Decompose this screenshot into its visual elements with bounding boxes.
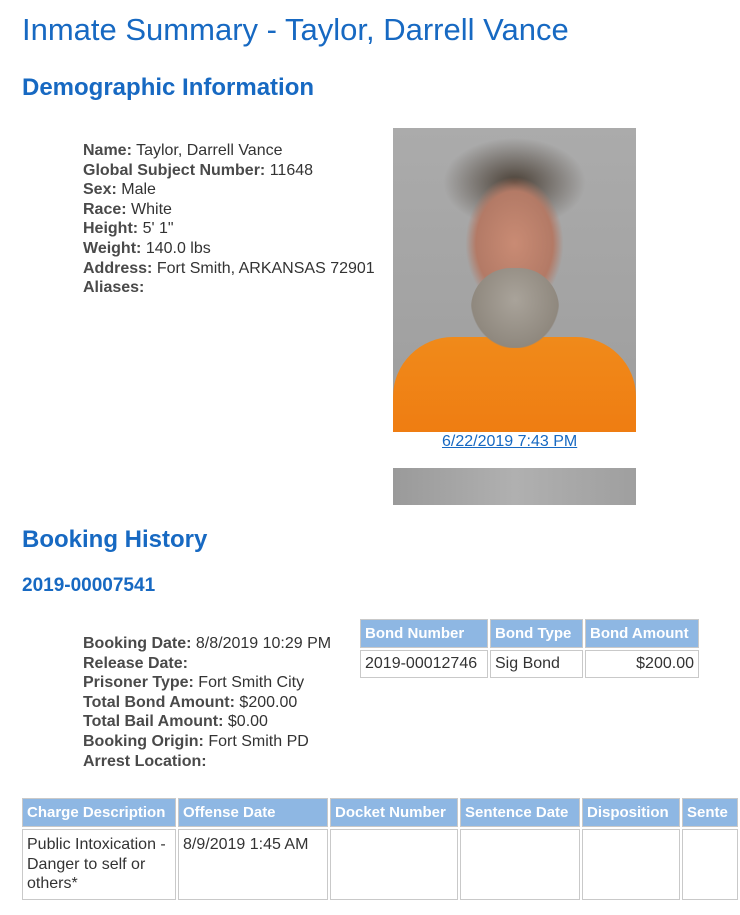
- booking-date-row: [83, 634, 331, 654]
- total-bail-row: [83, 712, 331, 732]
- height-row: [83, 219, 375, 239]
- table-row: [360, 650, 699, 678]
- sentence-cell: [682, 829, 738, 900]
- arrest-location-label: Arrest Location:: [83, 752, 207, 770]
- sex-value: Male: [121, 181, 156, 199]
- docket-number-header: Docket Number: [330, 798, 458, 827]
- mugshot-photo[interactable]: [393, 128, 636, 432]
- disposition-cell: [582, 829, 680, 900]
- release-date-row: [83, 654, 331, 674]
- booking-origin-label: Booking Origin:: [83, 732, 204, 750]
- weight-label: Weight:: [83, 239, 142, 257]
- race-row: [83, 200, 375, 220]
- total-bond-value: $200.00: [239, 693, 298, 711]
- bond-number-cell: 2019-00012746: [360, 650, 488, 678]
- prisoner-type-value: Fort Smith City: [198, 674, 305, 692]
- height-label: Height:: [83, 220, 139, 238]
- sentence-date-cell: [460, 829, 580, 900]
- address-value: Fort Smith, ARKANSAS 72901: [156, 259, 375, 277]
- aliases-label: Aliases:: [83, 279, 145, 297]
- photo-shirt: [393, 337, 636, 432]
- weight-row: [83, 239, 375, 259]
- booking-number: 2019-00007541: [22, 575, 156, 596]
- sex-label: Sex:: [83, 181, 117, 199]
- charge-description-header: Charge Description: [22, 798, 176, 827]
- demographic-info: [83, 141, 375, 298]
- bond-type-cell: Sig Bond: [490, 650, 583, 678]
- subject-number-row: [83, 161, 375, 181]
- name-value: Taylor, Darrell Vance: [136, 142, 283, 159]
- height-value: 5' 1": [142, 220, 174, 238]
- total-bond-label: Total Bond Amount:: [83, 693, 235, 711]
- arrest-location-row: [83, 752, 331, 772]
- release-date-label: Release Date:: [83, 654, 188, 672]
- booking-history-heading: Booking History: [22, 526, 208, 553]
- photo-date-link[interactable]: 6/22/2019 7:43 PM: [442, 433, 578, 450]
- address-row: [83, 259, 375, 279]
- name-label: Name:: [83, 142, 132, 159]
- booking-origin-row: [83, 732, 331, 752]
- total-bail-value: $0.00: [227, 713, 268, 731]
- sentence-date-header: Sentence Date: [460, 798, 580, 827]
- charge-description-cell: Public Intoxication - Danger to self or others*: [22, 829, 176, 900]
- second-photo-thumbnail[interactable]: [393, 468, 636, 505]
- offense-date-header: Offense Date: [178, 798, 328, 827]
- offense-date-cell: 8/9/2019 1:45 AM: [178, 829, 328, 900]
- total-bail-label: Total Bail Amount:: [83, 713, 224, 731]
- sentence-header: Sente: [682, 798, 738, 827]
- bond-amount-cell: $200.00: [585, 650, 699, 678]
- bond-number-header: Bond Number: [360, 619, 488, 648]
- sex-row: [83, 180, 375, 200]
- page-title: Inmate Summary - Taylor, Darrell Vance: [22, 12, 569, 47]
- subject-number-value: 11648: [269, 161, 314, 179]
- charge-table-header: [22, 798, 738, 827]
- subject-number-label: Global Subject Number:: [83, 161, 266, 179]
- booking-origin-value: Fort Smith PD: [208, 732, 309, 750]
- race-value: White: [131, 200, 172, 218]
- race-label: Race:: [83, 200, 127, 218]
- disposition-header: Disposition: [582, 798, 680, 827]
- bond-table-header: [360, 619, 699, 648]
- photo-beard: [471, 268, 559, 348]
- booking-date-value: 8/8/2019 10:29 PM: [195, 635, 332, 652]
- booking-date-label: Booking Date:: [83, 635, 192, 652]
- bond-type-header: Bond Type: [490, 619, 583, 648]
- booking-info: [83, 634, 331, 771]
- demographic-heading: Demographic Information: [22, 74, 315, 101]
- prisoner-type-label: Prisoner Type:: [83, 674, 194, 692]
- prisoner-type-row: [83, 673, 331, 693]
- address-label: Address:: [83, 259, 153, 277]
- bond-table: [358, 617, 701, 680]
- aliases-row: [83, 278, 375, 298]
- docket-number-cell: [330, 829, 458, 900]
- bond-amount-header: Bond Amount: [585, 619, 699, 648]
- table-row: [22, 829, 738, 900]
- weight-value: 140.0 lbs: [145, 239, 211, 257]
- name-row: [83, 141, 375, 161]
- charge-table: [20, 796, 740, 902]
- total-bond-row: [83, 693, 331, 713]
